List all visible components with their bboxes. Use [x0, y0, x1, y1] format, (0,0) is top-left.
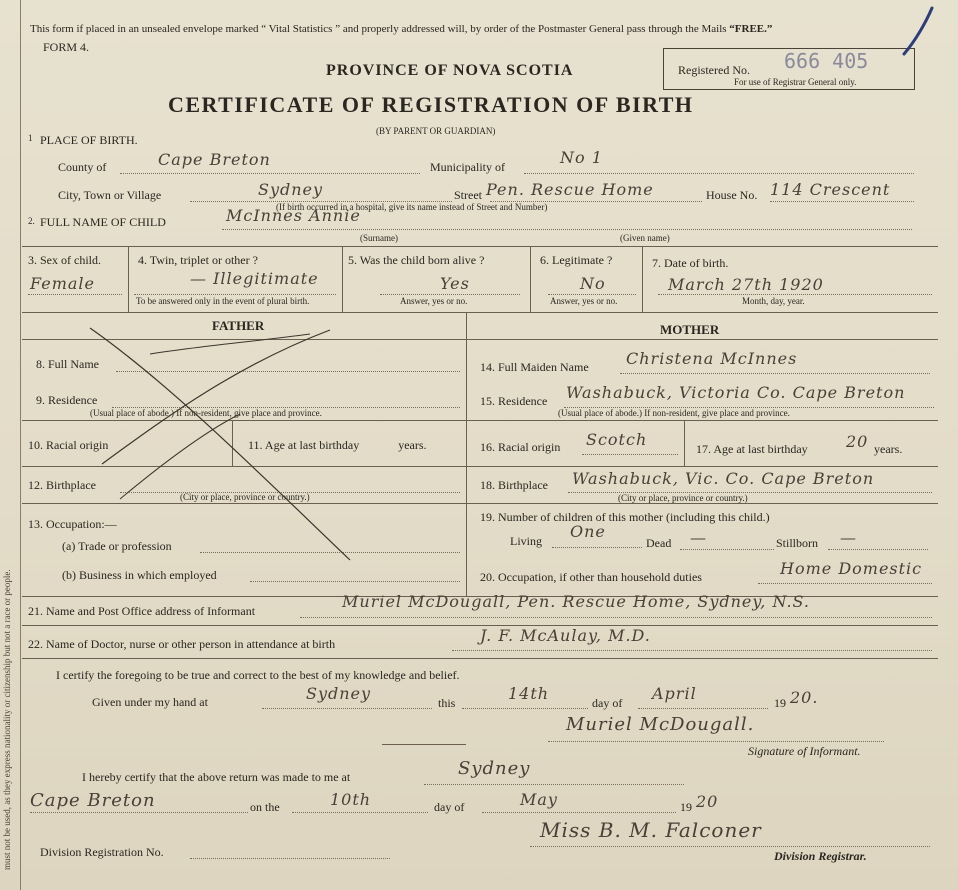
living-value: One [570, 522, 606, 541]
given-name-caption: (Given name) [620, 233, 670, 243]
city-label: City, Town or Village [58, 188, 162, 202]
certificate-title: CERTIFICATE OF REGISTRATION OF BIRTH [168, 92, 694, 117]
municipality-value: No 1 [560, 148, 603, 167]
twin-value: — Illegitimate [190, 269, 319, 288]
division-registrar-label: Division Registrar. [774, 849, 867, 863]
county-label: County of [58, 160, 107, 174]
father-age-label: 11. Age at last birthday years. [248, 438, 427, 452]
street-value: Pen. Rescue Home [486, 180, 654, 199]
registrar-year: 20 [696, 792, 719, 811]
father-heading: FATHER [212, 318, 265, 333]
city-value: Sydney [258, 180, 324, 199]
registrar-signature: Miss B. M. Falconer [540, 818, 762, 842]
father-residence-note: (Usual place of abode.) If non-resident, give place and province. [90, 408, 322, 418]
alive-label: 5. Was the child born alive ? [348, 253, 485, 267]
province-title: PROVINCE OF NOVA SCOTIA [326, 62, 574, 79]
day-of-label: day of [592, 696, 623, 710]
certificate-subtitle: (BY PARENT OR GUARDIAN) [376, 126, 496, 136]
given-month: April [652, 684, 697, 703]
alive-note: Answer, yes or no. [400, 296, 468, 306]
division-registration-label: Division Registration No. [40, 845, 164, 859]
this-label: this [438, 696, 456, 710]
mother-heading: MOTHER [660, 322, 720, 337]
dob-note: Month, day, year. [742, 296, 805, 306]
twin-label: 4. Twin, triplet or other ? [138, 253, 258, 267]
house-label: House No. [706, 188, 758, 202]
mother-children-label: 19. Number of children of this mother (including this child.) [480, 510, 770, 524]
father-birthplace-label: 12. Birthplace [28, 478, 96, 492]
side-strip [0, 0, 21, 890]
mother-occupation-value: Home Domestic [780, 559, 923, 578]
row-number-2: 2. [28, 216, 35, 226]
registrar-place: Sydney [458, 758, 531, 779]
father-residence-label: 9. Residence [36, 393, 98, 407]
father-crossout-strokes [30, 324, 466, 564]
registrar-day: 10th [330, 790, 372, 809]
living-label: Living [510, 534, 542, 548]
mother-age-value: 20 [846, 432, 869, 451]
mother-age-years: years. [874, 442, 903, 456]
mother-residence-value: Washabuck, Victoria Co. Cape Breton [566, 383, 906, 402]
father-occupation-label: 13. Occupation:— [28, 517, 117, 531]
given-day: 14th [508, 684, 550, 703]
street-note: (If birth occurred in a hospital, give its name instead of Street and Number) [276, 202, 548, 212]
free-label: “FREE.” [729, 23, 773, 35]
registrar-statement: I hereby certify that the above return was made to me at [82, 770, 351, 784]
child-name-value: McInnes Annie [226, 206, 361, 225]
registered-box [663, 48, 915, 90]
mother-birthplace-label: 18. Birthplace [480, 478, 548, 492]
mother-birthplace-note: (City or place, province or country.) [618, 493, 748, 503]
informant-label: 21. Name and Post Office address of Informant [28, 604, 256, 618]
registrar-month: May [520, 790, 558, 809]
stillborn-value: — [840, 528, 857, 547]
registrar-year-prefix: 19 [680, 800, 692, 814]
child-name-label: FULL NAME OF CHILD [40, 215, 166, 229]
informant-signature-label: Signature of Informant. [748, 744, 861, 758]
registered-label: Registered No. [678, 63, 750, 77]
certify-statement: I certify the foregoing to be true and correct to the best of my knowledge and belief. [56, 668, 460, 682]
registrar-use-note: For use of Registrar General only. [734, 77, 857, 87]
form-number: FORM 4. [43, 40, 90, 54]
legitimate-note: Answer, yes or no. [550, 296, 618, 306]
dead-label: Dead [646, 536, 672, 550]
legitimate-value: No [580, 274, 606, 293]
mother-residence-note: (Usual place of abode.) If non-resident, give place and province. [558, 408, 790, 418]
mother-maiden-label: 14. Full Maiden Name [480, 360, 589, 374]
sex-value: Female [30, 274, 95, 293]
row-number-1: 1 [28, 133, 33, 143]
father-racial-label: 10. Racial origin [28, 438, 109, 452]
year-prefix: 19 [774, 696, 786, 710]
mother-age-label: 17. Age at last birthday [696, 442, 808, 456]
on-the-label: on the [250, 800, 280, 814]
given-place: Sydney [306, 684, 372, 703]
father-birthplace-note: (City or place, province or country.) [180, 492, 310, 502]
place-of-birth-label: PLACE OF BIRTH. [40, 133, 138, 147]
mail-notice: This form if placed in an unsealed envelope marked “ Vital Statistics ” and properly addressed will, by order of the Postmaster General pass through the Mails “FREE.” [30, 23, 773, 35]
father-business-label: (b) Business in which employed [62, 568, 217, 582]
municipality-label: Municipality of [430, 160, 505, 174]
side-strip-text: must not be used, as they express nationality or citizenship but not a race or people. [2, 569, 12, 870]
house-value: 114 Crescent [770, 180, 891, 199]
given-year: 20. [790, 688, 819, 707]
street-label: Street [454, 188, 482, 202]
dead-value: — [690, 528, 707, 547]
county-value: Cape Breton [158, 150, 271, 169]
mother-residence-label: 15. Residence [480, 394, 548, 408]
mother-racial-value: Scotch [586, 430, 648, 449]
doctor-label: 22. Name of Doctor, nurse or other person in attendance at birth [28, 637, 336, 651]
legitimate-label: 6. Legitimate ? [540, 253, 613, 267]
surname-caption: (Surname) [360, 233, 398, 243]
registrar-day-of: day of [434, 800, 465, 814]
father-name-label: 8. Full Name [36, 357, 99, 371]
mother-birthplace-value: Washabuck, Vic. Co. Cape Breton [572, 469, 875, 488]
mother-racial-label: 16. Racial origin [480, 440, 561, 454]
given-under-label: Given under my hand at [92, 695, 208, 709]
sex-label: 3. Sex of child. [28, 253, 101, 267]
registered-number: 666 405 [784, 49, 869, 73]
twin-note: To be answered only in the event of plural birth. [136, 296, 310, 306]
dob-label: 7. Date of birth. [652, 256, 729, 270]
mother-occupation-label: 20. Occupation, if other than household duties [480, 570, 702, 584]
registrar-county: Cape Breton [30, 790, 156, 811]
alive-value: Yes [440, 274, 470, 293]
informant-signature: Muriel McDougall. [566, 714, 755, 735]
mother-maiden-value: Christena McInnes [626, 349, 798, 368]
father-trade-label: (a) Trade or profession [62, 539, 172, 553]
doctor-value: J. F. McAulay, M.D. [480, 626, 651, 645]
informant-value: Muriel McDougall, Pen. Rescue Home, Sydney, N.S. [342, 592, 810, 611]
corner-pen-mark [898, 6, 938, 58]
stillborn-label: Stillborn [776, 536, 819, 550]
dob-value: March 27th 1920 [668, 275, 824, 294]
